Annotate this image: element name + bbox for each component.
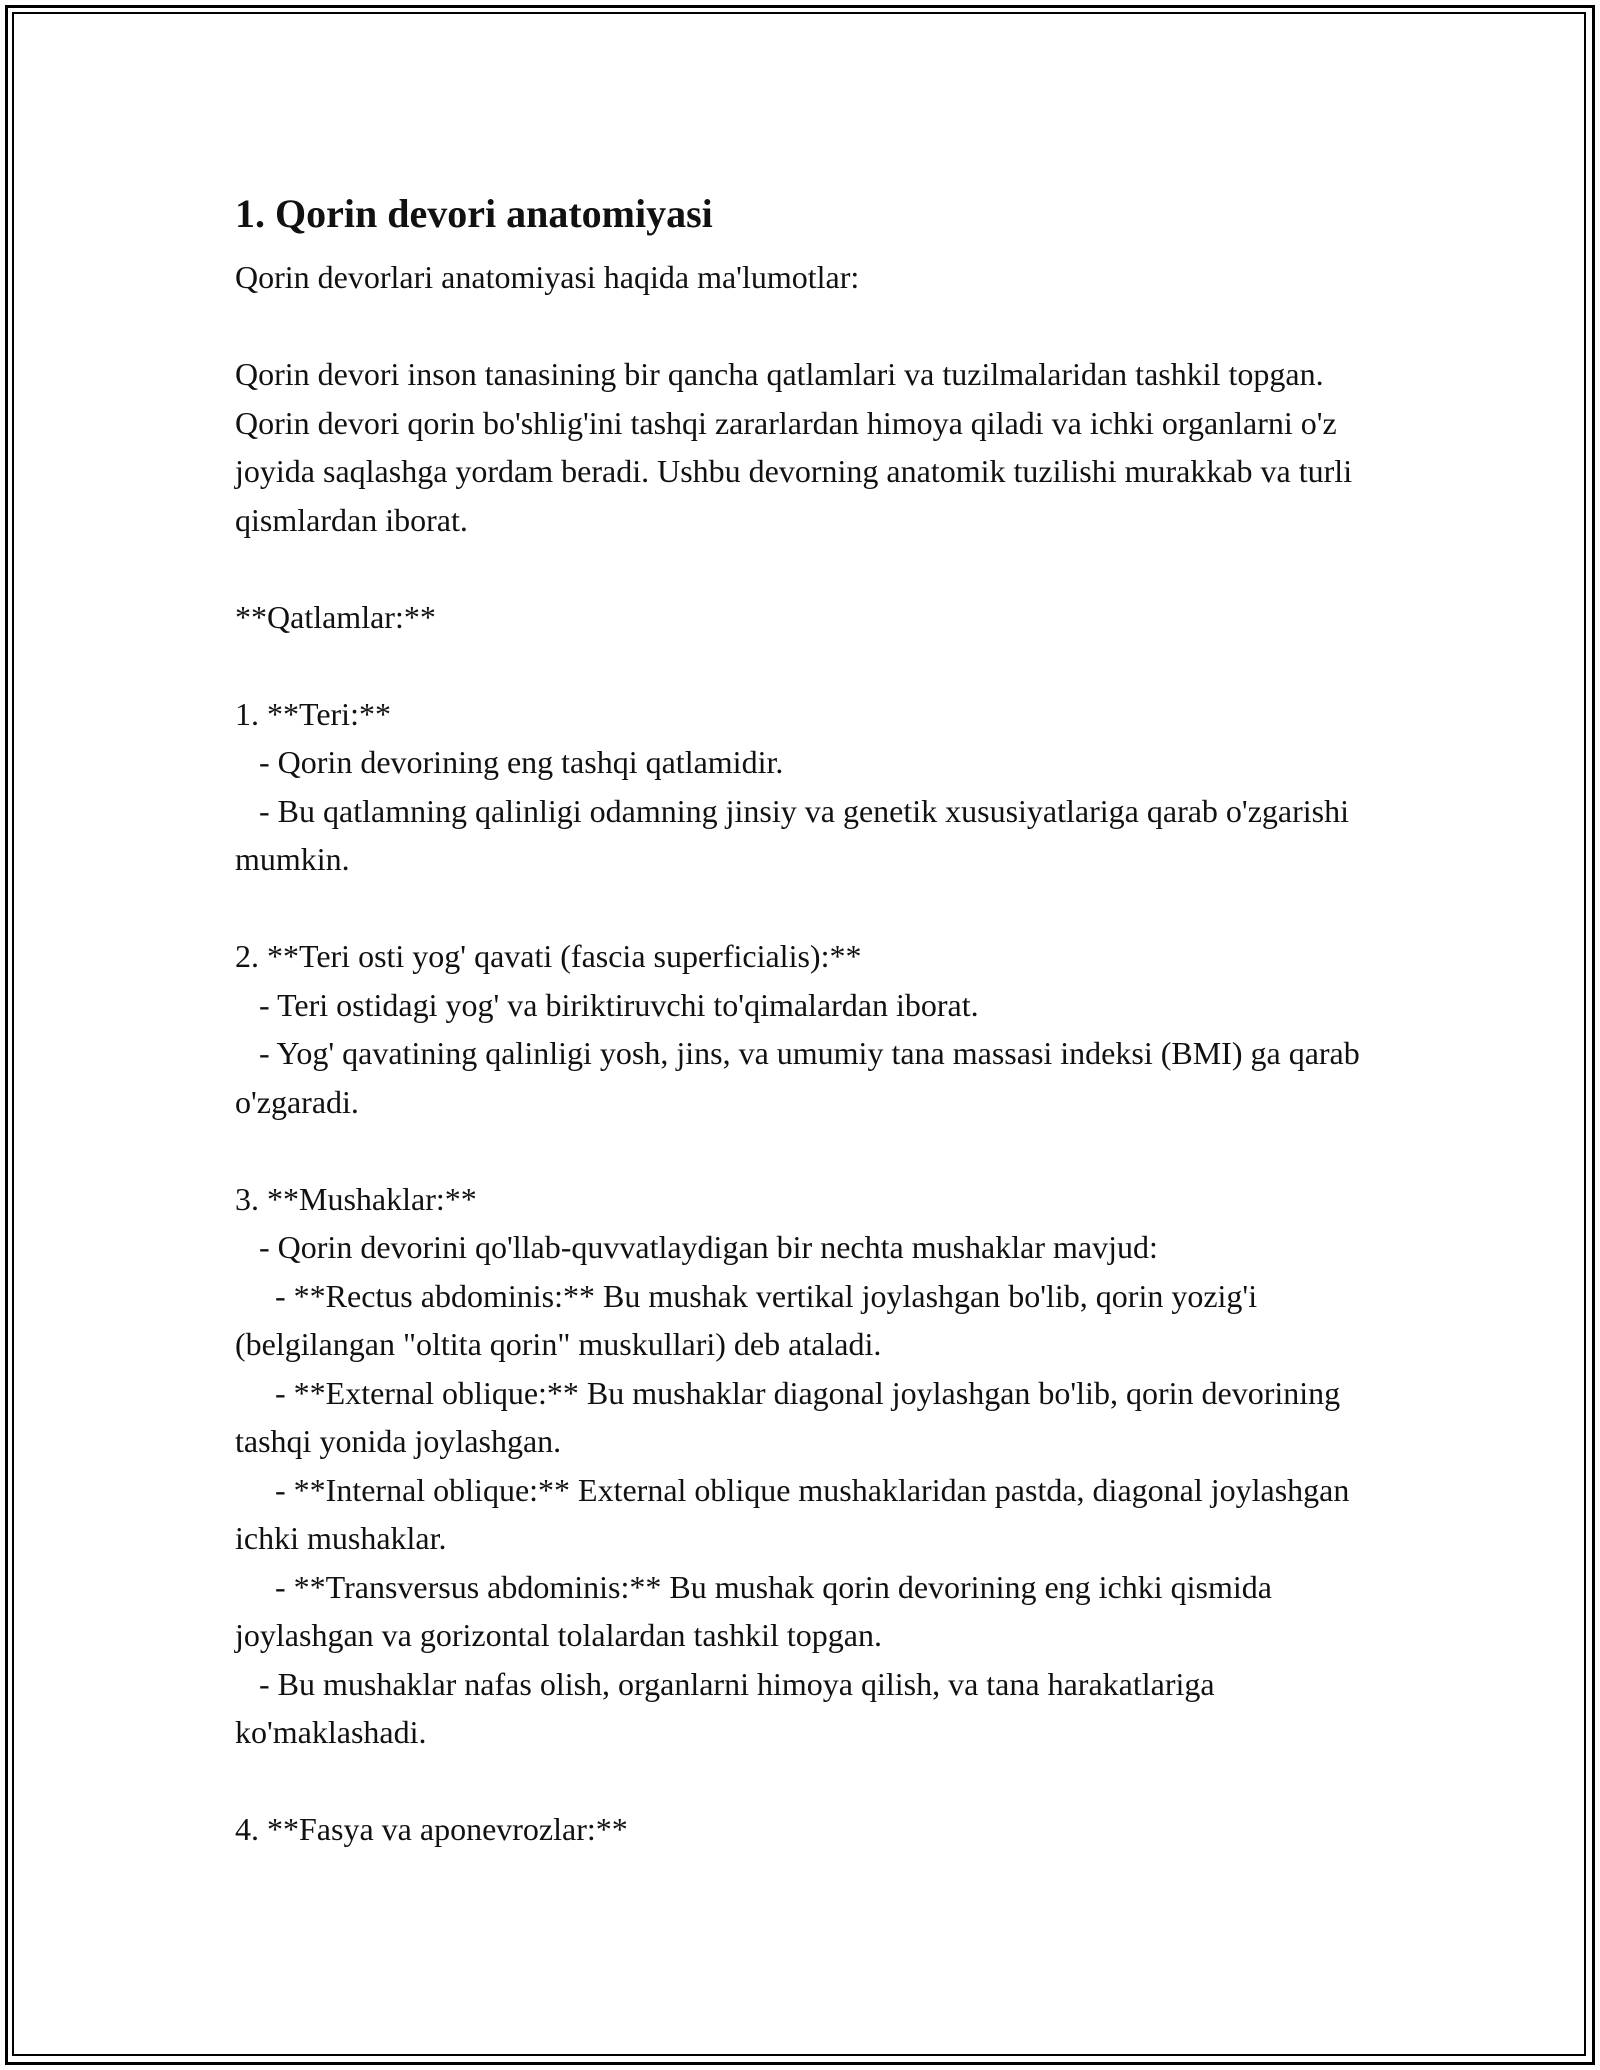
document-body: Qorin devorlari anatomiyasi haqida ma'lumotlar: Qorin devori inson tanasining bir qancha qatlamlari va tuzilmalaridan tashkil topgan. Qorin devori qorin bo'shlig'ini tashqi zararlardan himoya qiladi va ichki organlarni o'z joyida saqlashga yordam beradi. Ushbu devorning anatomik tuzilishi murakkab va turli qismlardan iborat. **Qatlamlar:** 1. **Teri:** - Qorin devorining eng tashqi qatlamidir. - Bu qatlamning qalinligi odamning jinsiy va genetik xususiyatlariga qarab o'zgarishi mumkin. 2. **Teri osti yog' qavati (fascia superficialis):** - Teri ostidagi yog' va biriktiruvchi to'qimalardan iborat. - Yog' qavatining qalinligi yosh, jins, va umumiy tana massasi indeksi (BMI) ga qarab o'zgaradi. 3. **Mushaklar:** - Qorin devorini qo'llab-quvvatlaydigan bir nechta mushaklar mavjud: - **Rectus abdominis:** Bu mushak vertikal joylashgan bo'lib, qorin yozig'i (belgilangan "oltita qorin" muskullari) deb ataladi. - **External oblique:** Bu mushaklar diagonal joylashgan bo'lib, qorin devorining tashqi yonida joylashgan. - **Internal oblique:** External oblique mushaklaridan pastda, diagonal joylashgan ichki mushaklar. - **Transversus abdominis:** Bu mushak qorin devorining eng ichki qismida joylashgan va gorizontal tolalardan tashkil topgan. - Bu mushaklar nafas olish, organlarni himoya qilish, va tana harakatlariga ko'maklashadi. 4. **Fasya va aponevrozlar:** — [235, 259, 1360, 1847]
document-content — [235, 183, 1385, 1854]
document-title: 1. Qorin devori anatomiyasi — [235, 191, 713, 236]
